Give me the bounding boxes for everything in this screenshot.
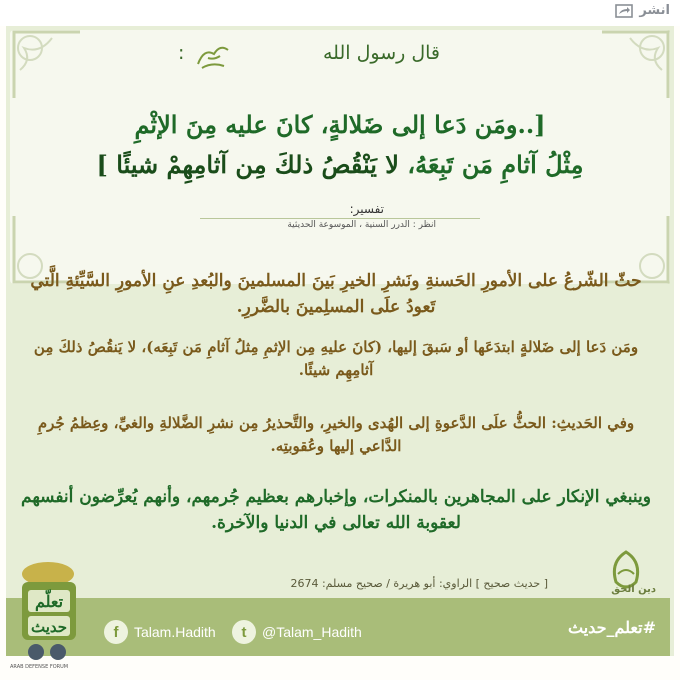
facebook-link[interactable] — [104, 618, 216, 646]
share-button[interactable] — [615, 3, 670, 18]
salallahu-alayhi-wasallam-calligraphy-icon — [194, 40, 234, 74]
share-arrow-icon — [615, 4, 633, 18]
hadith-line2-part1: مِثْلُ آثامِ مَن تَبِعَهُ، — [399, 150, 584, 179]
facebook-handle: Talam.Hadith — [134, 624, 216, 640]
hadith-line2-part2: لا يَنْقُصُ ذلكَ مِن آثامِهِمْ شيئًا ] — [96, 150, 399, 179]
intro-text: قال رسول الله — [322, 42, 440, 64]
twitter-link[interactable] — [232, 618, 362, 646]
top-bar — [0, 0, 680, 26]
hadith-text-line-2 — [0, 150, 680, 179]
hadith-text-line-1: [..ومَن دَعا إلى ضَلالةٍ، كانَ عليه مِنَ الإثْمِ — [134, 110, 546, 139]
hashtag[interactable]: #تعلم_حديث — [568, 618, 656, 637]
explanation-paragraph-3: وفي الحَديثِ: الحثُّ علَى الدَّعوةِ إلى الهُدى والخيرِ، والتَّحذيرُ مِن نشرِ الضَّلالةِ والغيِّ، وعِظمُ جُرمِ الدَّاعي إليها وعُقوبتِه. — [37, 414, 635, 455]
tafsir-source: انظر : الدرر السنية ، الموسوعة الحديثية — [287, 220, 436, 230]
tafsir-label: تفسير: — [349, 202, 384, 216]
hadith-reference: [ حديث صحيح ] الراوي: أبو هريرة / صحيح مسلم: 2674 — [290, 577, 548, 590]
watermark: ARAB DEFENSE FORUM — [10, 664, 69, 670]
ornament-corner-icon — [600, 30, 670, 100]
ornament-corner-icon — [12, 30, 82, 100]
intro-colon: : — [178, 42, 185, 64]
explanation-paragraph-2: ومَن دَعا إلى ضَلالةٍ ابتدَعَها أو سَبقَ إليها، (كانَ عليهِ مِن الإثمِ مِثلُ آثامِ مَن تَبِعَه)، لا يَنقُصُ ذلكَ مِن آثامِهِم شيئًا. — [33, 338, 639, 379]
divider — [200, 218, 480, 219]
mascot-logo-icon — [8, 560, 90, 672]
twitter-handle: @Talam_Hadith — [262, 624, 362, 640]
explanation-paragraph-4: وينبغي الإنكار على المجاهرين بالمنكرات، وإخبارهم بعظيم جُرمهم، وأنهم يُعرِّضون أنفسهم لعقوبة الله تعالى في الدنيا والآخرة. — [21, 487, 651, 533]
mascot-text-top: تعلّم — [34, 592, 64, 611]
facebook-icon: f — [104, 620, 128, 644]
mascot-text-bottom: حديث — [30, 618, 68, 636]
intro-line — [323, 42, 440, 64]
share-label: انشر — [639, 3, 670, 18]
twitter-icon: t — [232, 620, 256, 644]
explanation-paragraph-1: حثّ الشّرعُ على الأمورِ الحَسنةِ ونَشرِ الخيرِ بَينَ المسلمينَ والبُعدِ عنِ الأمورِ السَّيِّئةِ الَّتي تَعودُ علَى المسلِمينَ بالضَّررِ. — [30, 271, 642, 317]
logo-text: دين الحق — [611, 584, 656, 595]
